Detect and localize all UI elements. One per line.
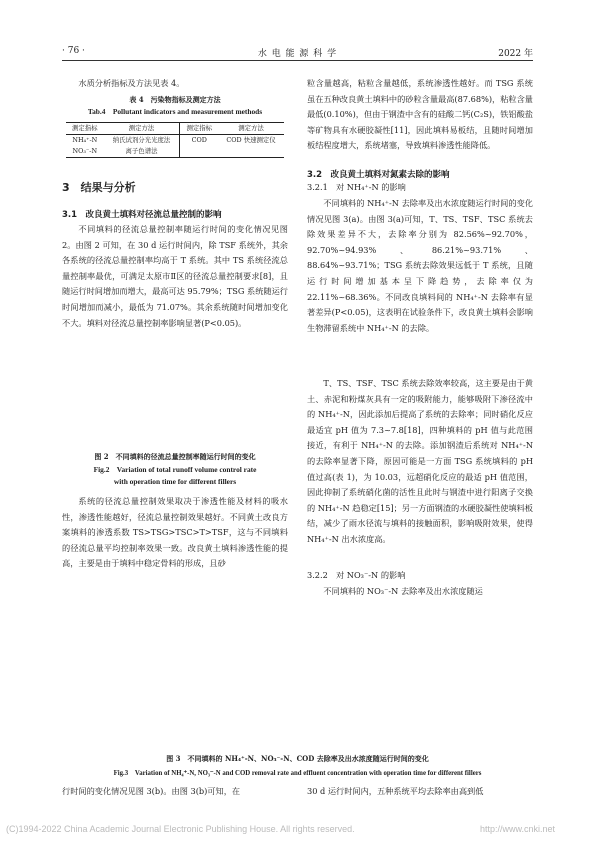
figure2-placeholder	[62, 380, 288, 440]
table-header-row	[66, 123, 284, 135]
subsubsection-heading	[307, 180, 533, 196]
table-cell: COD 快速测定仪	[226, 136, 276, 144]
copyright-footer: (C)1994-2022 China Academic Journal Electronic Publishing House. All rights reserved.	[6, 824, 355, 834]
heading-text: 3.2.2 对 NO₃⁻-N 的影响	[307, 570, 406, 580]
left-column-body	[62, 222, 288, 331]
right-column	[307, 76, 533, 154]
table-cell	[180, 146, 218, 158]
paragraph: 粒含量越高，粘粒含量越低，系统渗透性越好。而 TSG 系统虽在五种改良黄土填料中的砂粒含量最高(87.68%)，粘粒含量最低(0.10%)，但由于钢渣中含有的硅酸二钙(C₂S)，铁铝酸盐等矿物具有水硬胶凝性[11]，因此填料易板结，且随时间增加板结程度增大，系统堵塞，导致填料渗透性能降低。	[307, 78, 533, 151]
header-rule	[62, 60, 533, 61]
table4-caption-cn: 表 4 污染物指标及测定方法	[129, 95, 221, 104]
table-cell: 纳氏试剂分光光度法	[112, 136, 171, 144]
subsection-heading: 3.1 改良黄土填料对径流总量控制的影响	[62, 210, 222, 220]
subsubsection-heading	[307, 568, 533, 584]
paragraph: 不同填料的 NO₃⁻-N 去除率及出水浓度随运	[323, 586, 483, 596]
figure3-caption-en: Fig.3 Variation of NH₄⁺-N, NO₃⁻-N and COD removal rate and effluent concentration with operation time for different fillers	[113, 770, 482, 777]
figure2-caption-cn: 图 2 不同填料的径流总量控制率随运行时间的变化	[94, 452, 256, 461]
right-column-body	[307, 196, 533, 336]
cnki-link[interactable]: http://www.cnki.net	[479, 824, 555, 834]
table-cell	[218, 146, 284, 158]
right-column-body	[307, 376, 533, 548]
table-row	[66, 146, 284, 158]
left-column	[62, 76, 288, 92]
table-header-cell: 测定指标	[72, 124, 98, 132]
paragraph: 系统的径流总量控制效果取决于渗透性能及材料的吸水性，渗透性能越好，径流总量控制效果越好。不同黄土改良方案填料的渗透系数 TS>TSG>TSC>T>TSF，这与不同填料的径流总量平均控制率效果一致。改良黄土填料渗透性能的提高，主要是由于填料中稳定骨料的形成，且砂	[62, 496, 288, 569]
paragraph: 不同填料的径流总量控制率随运行时间的变化情况见图 2。由图 2 可知，在 30 d 运行时间内，除 TSF 系统外，其余各系统的径流总量控制率均高于 T 系统。其中 TS 系统径流总量控制率最优，可满足太原市Ⅱ区的径流总量控制要求[8]，且随运行时间增加而增大，最高可达 95.79%；TSG 系统随运行时间增加而减小，最低为 71.07%。其余系统随时间增加变化不大。填料对径流总量控制率影响显著(P<0.05)。	[62, 224, 288, 328]
table-row	[66, 135, 284, 147]
section-heading: 3 结果与分析	[62, 181, 136, 194]
table-header-cell: 测定方法	[128, 124, 155, 132]
figure2-caption-en: with operation time for different fillers	[113, 477, 237, 486]
paragraph: T、TS、TSF、TSC 系统去除效率较高，这主要是由于黄土、赤泥和粉煤灰具有一定的吸附能力，能够吸附下渗径流中的 NH₄⁺-N，因此添加后提高了系统的去除率；同时硝化反应最适宜 pH 值为 7.3~7.8[18]，四种填料的 pH 值与此范围接近，有利于 NH₄⁺-N 的去除。添加钢渣后系统对 NH₄⁺-N 的去除率显著下降，原因可能是一方面 TSG 系统填料的 pH 值过高(表 1)，为 10.03，远超硝化反应的最适 pH 值范围，因此抑制了系统硝化菌的活性且此时与钢渣中进行阳离子交换的 NH₄⁺-N 趋稳定[15]；另一方面钢渣的水硬胶凝性使填料板结，减少了雨水径流与填料的接触面积，影响吸附效果，使得 NH₄⁺-N 出水浓度高。	[307, 378, 533, 544]
table-cell: 离子色谱法	[125, 147, 158, 155]
figure3-caption-cn: 图 3 不同填料的 NH₄⁺-N、NO₃⁻-N、COD 去除率及出水浓度随运行时间的变化	[166, 754, 429, 763]
paragraph: 不同填料的 NH₄⁺-N 去除率及出水浓度随运行时间的变化情况见图 3(a)。由图 3(a)可知，T、TS、TSF、TSC 系统去除效果差异不大，去除率分别为 82.56%~92.70%，92.70%~94.93%、86.21%~93.71%、88.64%~93.71%；TSG 系统去除效果远低于 T 系统，且随运行时间增加基本呈下降趋势，去除率仅为 22.11%~68.36%。不同改良填料间的 NH₄⁺-N 去除率有显著差异(P<0.05)，这表明在试验条件下，改良黄土填料会影响生物滞留系统中 NH₄⁺-N 的去除。	[307, 198, 533, 333]
figure2-caption-en: Fig.2 Variation of total runoff volume control rate	[93, 465, 257, 474]
table-cell: COD	[180, 135, 218, 147]
body-continuation-left: 行时间的变化情况见图 3(b)。由图 3(b)可知，在	[62, 786, 241, 796]
body-continuation-right: 30 d 运行时间内，五种系统平均去除率由高到低	[307, 786, 484, 796]
paragraph: 水质分析指标及方法见表 4。	[78, 78, 185, 88]
journal-title: 水 电 能 源 科 学	[257, 49, 338, 59]
page-number: · 76 ·	[62, 46, 85, 56]
journal-year: 2022 年	[498, 49, 533, 59]
table-cell: NO₃⁻-N	[72, 147, 98, 155]
subsection-heading: 3.2 改良黄土填料对氮素去除的影响	[307, 170, 450, 180]
table-header-cell: 测定方法	[238, 124, 264, 132]
table4-caption-en: Tab.4 Pollutant indicators and measurement methods	[87, 107, 263, 116]
table-cell: NH₄⁺-N	[72, 136, 98, 144]
left-column-body	[62, 494, 288, 572]
right-column-body	[307, 584, 533, 600]
heading-text: 3.2.1 对 NH₄⁺-N 的影响	[307, 182, 406, 192]
table-header-cell: 测定指标	[180, 123, 218, 135]
table4	[66, 122, 284, 158]
figure3-placeholder	[62, 606, 533, 746]
